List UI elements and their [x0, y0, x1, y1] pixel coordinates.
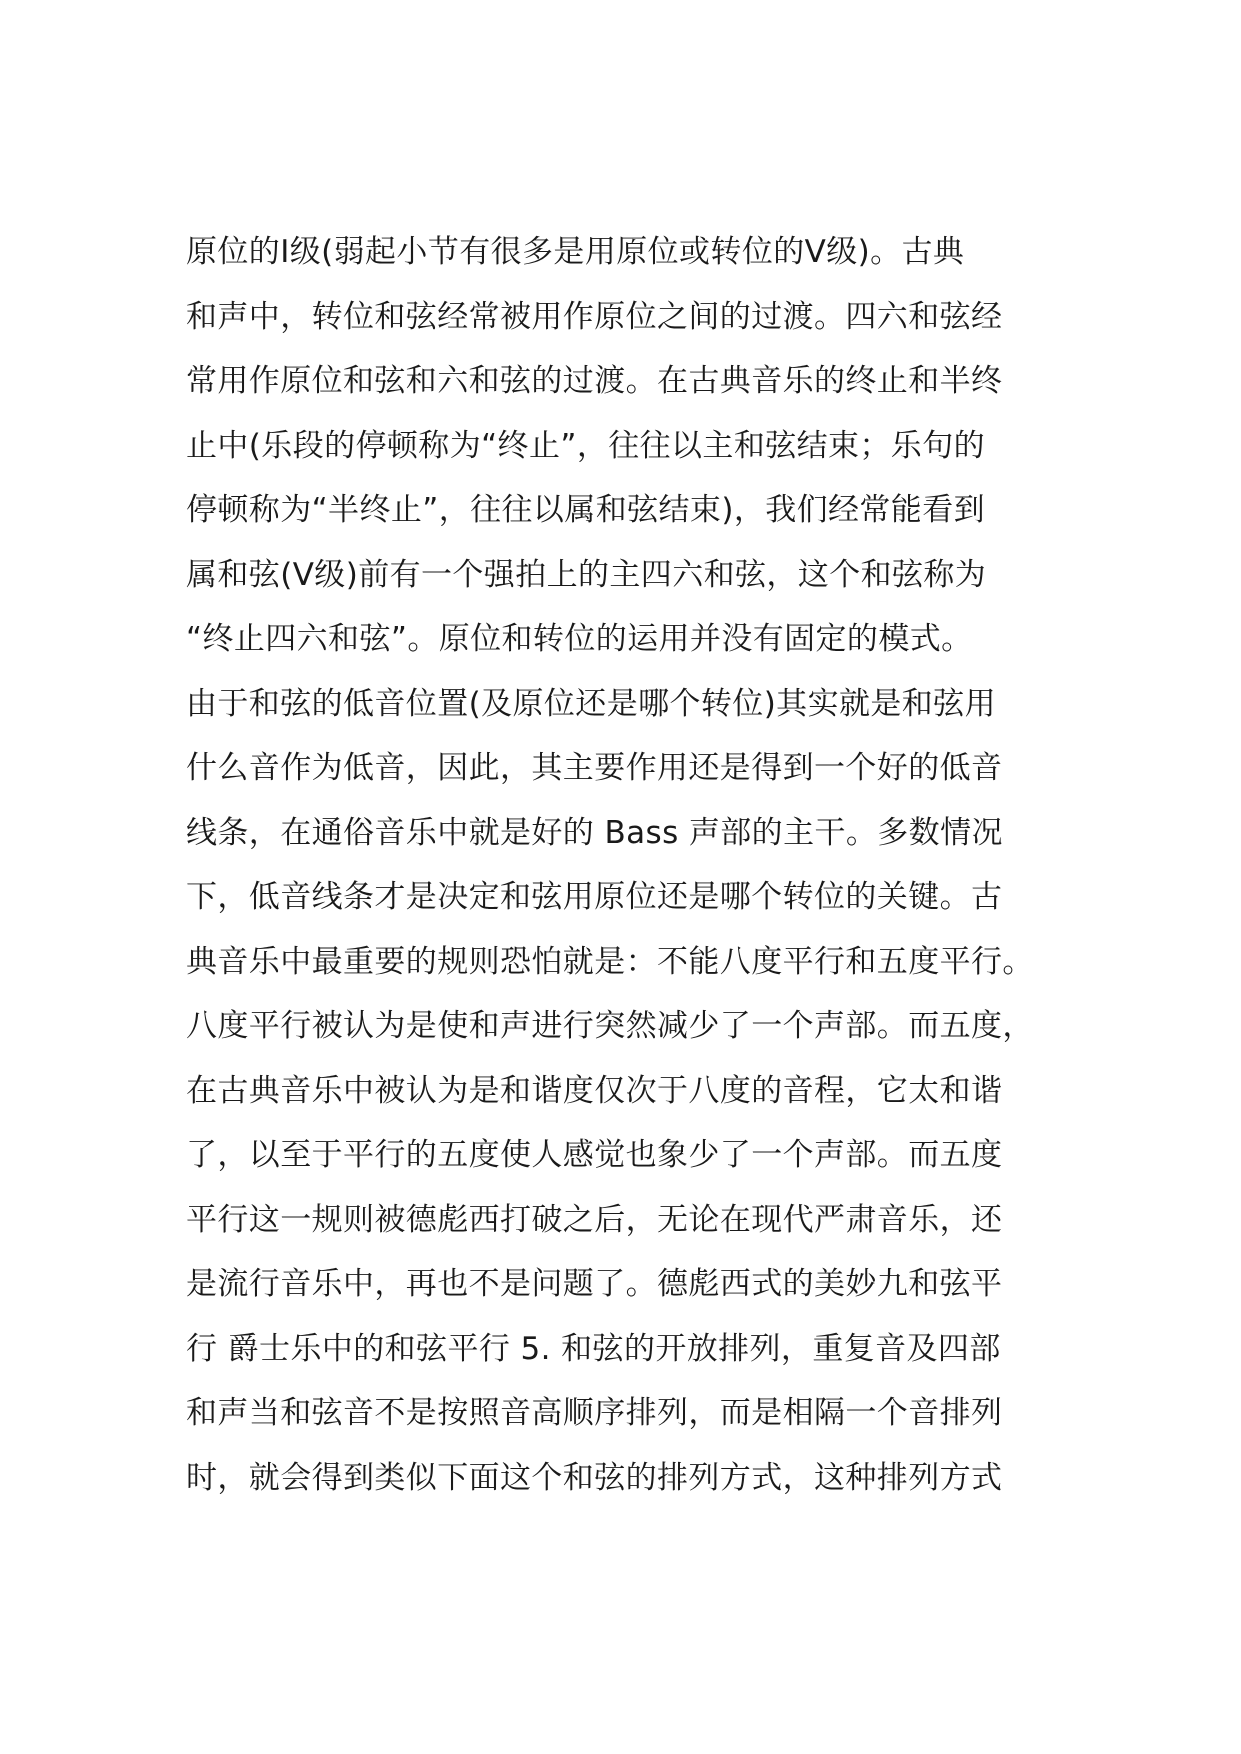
text-line: 平行这一规则被德彪西打破之后，无论在现代严肃音乐，还 — [186, 1201, 1003, 1238]
text-line: “终止四六和弦”。原位和转位的运用并没有固定的模式。 — [186, 621, 973, 657]
text-line: 时，就会得到类似下面这个和弦的排列方式，这种排列方式 — [186, 1459, 1003, 1496]
text-line: 和声当和弦音不是按照音高顺序排列，而是相隔一个音排列 — [186, 1395, 1003, 1431]
text-line: 属和弦(Ⅴ级)前有一个强拍上的主四六和弦，这个和弦称为 — [186, 556, 987, 593]
text-line: 是流行音乐中，再也不是问题了。德彪西式的美妙九和弦平 — [186, 1266, 1003, 1302]
text-line: 了，以至于平行的五度使人感觉也象少了一个声部。而五度 — [186, 1137, 1003, 1173]
text-line: 由于和弦的低音位置(及原位还是哪个转位)其实就是和弦用 — [186, 685, 996, 722]
text-line: 线条，在通俗音乐中就是好的 Bass 声部的主干。多数情况 — [186, 814, 1003, 851]
text-line: 八度平行被认为是使和声进行突然减少了一个声部。而五度， — [186, 1008, 1034, 1044]
text-line: 在古典音乐中被认为是和谐度仅次于八度的音程，它太和谐 — [186, 1072, 1003, 1109]
text-line: 原位的Ⅰ级(弱起小节有很多是用原位或转位的Ⅴ级)。古典 — [186, 234, 965, 270]
text-line: 止中(乐段的停顿称为“终止”，往往以主和弦结束；乐句的 — [186, 427, 986, 464]
text-line: 典音乐中最重要的规则恐怕就是：不能八度平行和五度平行。 — [186, 943, 1034, 980]
text-line: 下，低音线条才是决定和弦用原位还是哪个转位的关键。古 — [186, 879, 1003, 915]
text-line: 常用作原位和弦和六和弦的过渡。在古典音乐的终止和半终 — [186, 363, 1003, 399]
body-text — [186, 220, 1066, 1510]
text-line: 停顿称为“半终止”，往往以属和弦结束)，我们经常能看到 — [186, 492, 986, 528]
text-line: 什么音作为低音，因此，其主要作用还是得到一个好的低音 — [186, 750, 1003, 786]
text-line: 行 爵士乐中的和弦平行 5. 和弦的开放排列，重复音及四部 — [186, 1330, 1001, 1367]
text-line: 和声中，转位和弦经常被用作原位之间的过渡。四六和弦经 — [186, 298, 1003, 335]
